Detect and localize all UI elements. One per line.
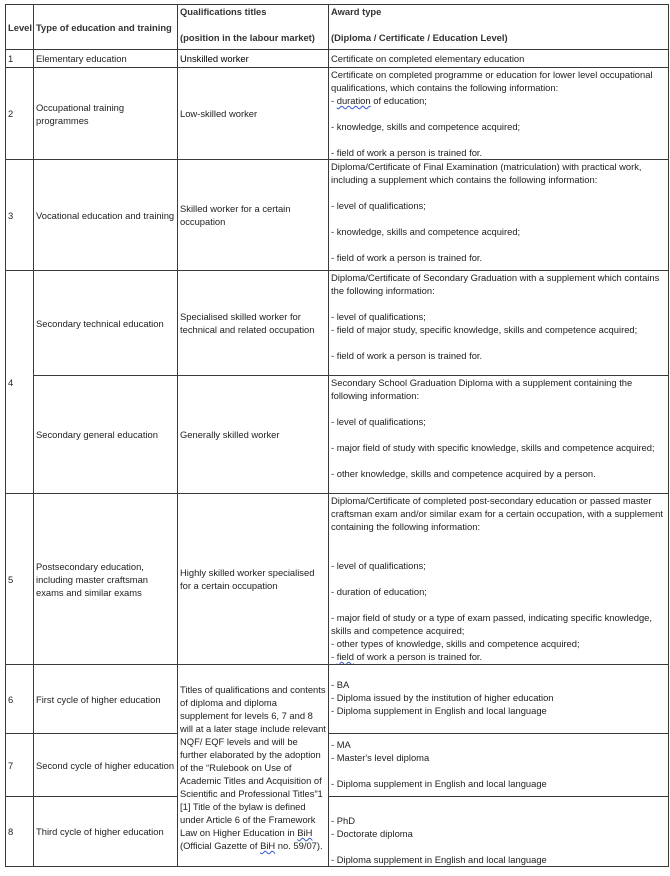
spellcheck-word: BiH [297,827,313,838]
header-award-subtitle: (Diploma / Certificate / Education Level) [331,32,508,43]
level-cell: 7 [6,734,34,797]
award-item-supplement: - Diploma supplement in English and local language [331,778,547,789]
award-item-degree: - MA [331,739,351,750]
spellcheck-word: field [336,651,354,662]
type-cell: Elementary education [34,50,178,68]
level-cell: 6 [6,665,34,734]
type-cell: Secondary technical education [34,271,178,376]
header-qualifications-title: Qualifications titles [180,6,267,17]
spellcheck-word: BiH [260,840,276,851]
award-item-major: - major field of study or a type of exam passed, indicating specific knowledge, skills and competence acquired; [331,612,652,636]
header-row [6,5,669,50]
award-item-supplement: - Diploma supplement in English and local language [331,705,547,716]
award-cell [329,494,669,665]
award-intro: Certificate on completed programme or education for lower level occupational qualifications, which contains the following information: [331,69,653,93]
award-intro: Diploma/Certificate of Secondary Graduation with a supplement which contains the following information: [331,272,660,296]
award-item-major: - major field of study with specific knowledge, skills and competence acquired; [331,442,655,453]
award-intro: Diploma/Certificate of completed post-secondary education or passed master craftsman exam and/or similar exam for a certain occupation, with a supplement containing the following information: [331,495,663,532]
header-qualifications [178,5,329,50]
type-cell: Secondary general education [34,376,178,494]
award-item-level: - level of qualifications; [331,416,426,427]
qualifications-table [5,4,669,867]
award-item-level: - level of qualifications; [331,200,426,211]
level-cell: 1 [6,50,34,68]
award-cell [329,797,669,867]
level-cell: 3 [6,160,34,271]
award-item-field: - field of work a person is trained for. [331,147,483,158]
qualification-cell: Specialised skilled worker for technical and related occupation [178,271,329,376]
award-item-knowledge: - knowledge, skills and competence acquired; [331,226,521,237]
award-item-duration: - duration of education; [331,95,427,106]
table-row [6,376,669,494]
qualification-cell: Generally skilled worker [178,376,329,494]
award-item-diploma: - Diploma issued by the institution of higher education [331,692,554,703]
table-row [6,50,669,68]
spellcheck-word: duration [336,95,371,106]
award-item-diploma: - Master's level diploma [331,752,430,763]
table-row [6,797,669,867]
type-cell: First cycle of higher education [34,665,178,734]
award-item-knowledge: - knowledge, skills and competence acquired; [331,121,521,132]
table-row [6,68,669,160]
award-cell: Certificate on completed elementary education [329,50,669,68]
header-award-title: Award type [331,6,382,17]
award-item-field: - field of work a person is trained for. [331,252,483,263]
award-intro: Diploma/Certificate of Final Examination (matriculation) with practical work, including a supplement which contains the following information: [331,161,642,185]
award-item-degree: - PhD [331,815,355,826]
qualification-cell: Highly skilled worker specialised for a certain occupation [178,494,329,665]
header-award [329,5,669,50]
qualification-cell-higher: Titles of qualifications and contents of diploma and diploma supplement for levels 6, 7 and 8 will at a later stage include relevant NQF/ EQF levels and will be further elaborated by the adoption of the “Rulebook on Use of Academic Titles and Acquisition of Scientific and Professional Titles”1 [1] Title of the bylaw is defined under Article 6 of the Framework Law on Higher Education in BiH (Official Gazette of BiH no. 59/07). [178,665,329,867]
award-item-supplement: - Diploma supplement in English and local language [331,854,547,865]
award-cell [329,68,669,160]
qualification-cell: Low-skilled worker [178,68,329,160]
type-cell: Postsecondary education, including master craftsman exams and similar exams [34,494,178,665]
type-cell: Second cycle of higher education [34,734,178,797]
level-cell: 2 [6,68,34,160]
award-cell [329,376,669,494]
award-cell [329,665,669,734]
award-item-diploma: - Doctorate diploma [331,828,413,839]
award-item-duration: - duration of education; [331,586,427,597]
level-cell: 4 [6,271,34,494]
header-level: Level [6,5,34,50]
award-item-level: - level of qualifications; [331,560,426,571]
table-row [6,271,669,376]
award-cell [329,160,669,271]
qualification-cell: Unskilled worker [178,50,329,68]
award-item-field: - field of work a person is trained for. [331,651,483,662]
award-cell [329,734,669,797]
type-cell: Occupational training programmes [34,68,178,160]
award-item-degree: - BA [331,679,350,690]
level-cell: 5 [6,494,34,665]
table-row [6,665,669,734]
qualification-cell: Skilled worker for a certain occupation [178,160,329,271]
award-item-field: - field of work a person is trained for. [331,350,483,361]
award-cell [329,271,669,376]
type-cell: Vocational education and training [34,160,178,271]
level-cell: 8 [6,797,34,867]
table-row [6,734,669,797]
award-item-other: - other types of knowledge, skills and competence acquired; [331,638,580,649]
type-cell: Third cycle of higher education [34,797,178,867]
table-row [6,494,669,665]
award-item-other: - other knowledge, skills and competence acquired by a person. [331,468,596,479]
award-intro: Secondary School Graduation Diploma with a supplement containing the following information: [331,377,633,401]
table-row [6,160,669,271]
award-item-level: - level of qualifications; [331,311,426,322]
header-qualifications-subtitle: (position in the labour market) [180,32,315,43]
header-type: Type of education and training [34,5,178,50]
award-item-major: - field of major study, specific knowledge, skills and competence acquired; [331,324,638,335]
